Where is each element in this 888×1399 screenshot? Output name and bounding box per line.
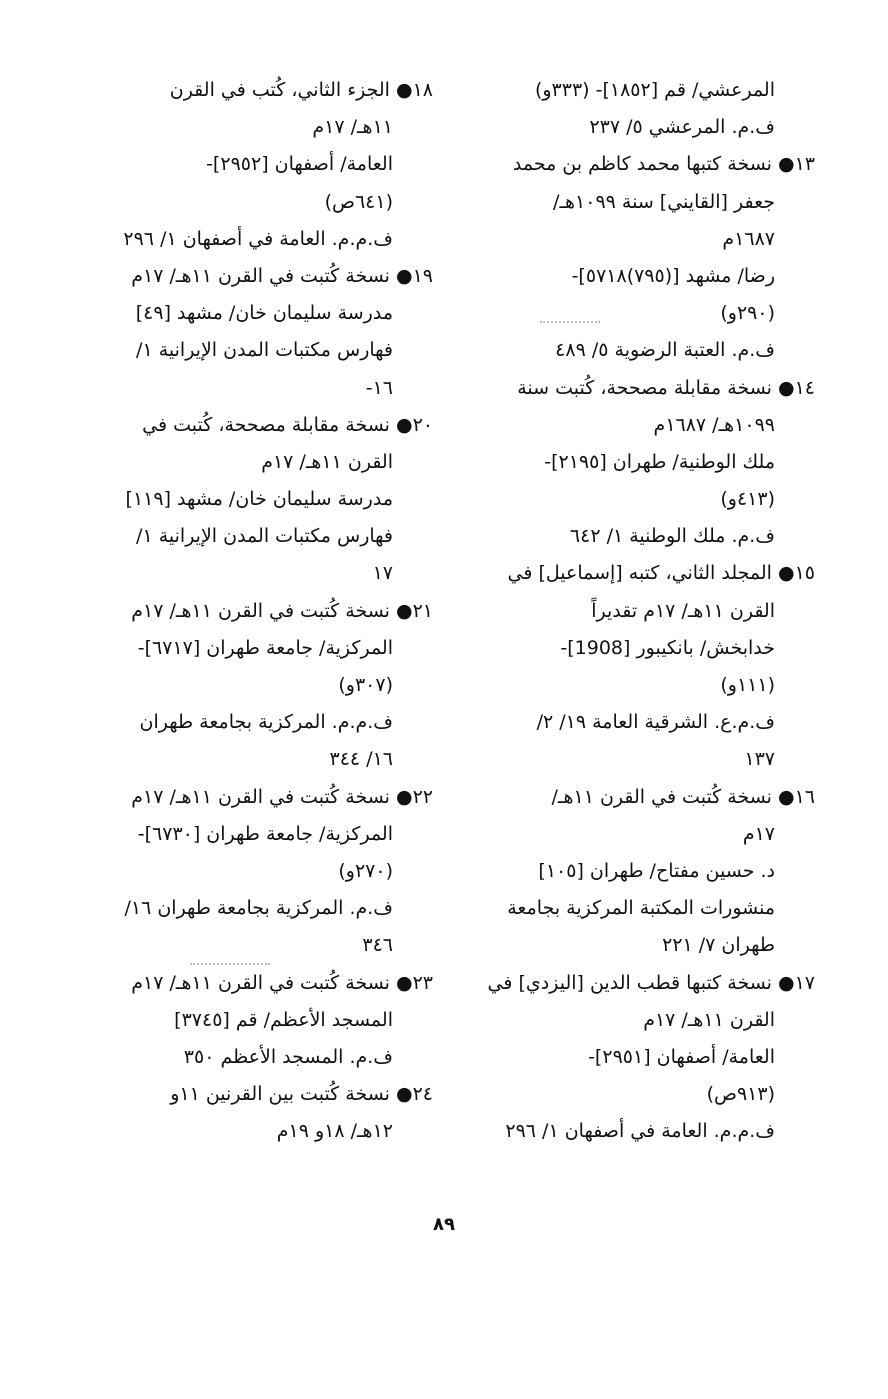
entry-heading-line: ٢٢● نسخة كُتبت في القرن ١١هـ/ ١٧م bbox=[131, 785, 433, 808]
entry-text-line: ١٦- bbox=[365, 376, 393, 399]
entry-text-line: ١٦/ ٣٤٤ bbox=[329, 748, 393, 771]
faint-dotted-mark bbox=[190, 962, 270, 965]
entry-text-line: جعفر [القايني] سنة ١٠٩٩هـ/ bbox=[553, 190, 775, 213]
entry-text-line: ملك الوطنية/ طهران [٢١٩٥]- bbox=[544, 450, 775, 473]
entry-text-line: مدرسة سليمان خان/ مشهد [٤٩] bbox=[135, 302, 393, 325]
entry-text-line: ف.م. المسجد الأعظم ٣٥٠ bbox=[183, 1045, 393, 1068]
entry-text-line: العامة/ أصفهان [٢٩٥٢]- bbox=[206, 153, 393, 176]
entry-text-line: ١٦٨٧م bbox=[722, 227, 775, 250]
entry-text-line: ف.م. المرعشي ٥/ ٢٣٧ bbox=[589, 116, 775, 139]
entry-text-line: المركزية/ جامعة طهران [٦٧١٧]- bbox=[137, 636, 393, 659]
entry-text-line: ٣٤٦ bbox=[362, 934, 393, 957]
entry-text-line: فهارس مكتبات المدن الإيرانية ١/ bbox=[136, 525, 393, 548]
entry-heading-line: ١٦● نسخة كُتبت في القرن ١١هـ/ bbox=[551, 785, 815, 808]
entry-text-line: ف.م.ع. الشرقية العامة ١٩/ ٢/ bbox=[536, 711, 775, 734]
entry-text-line: (٩١٣ص) bbox=[706, 1083, 775, 1106]
entry-text-line: المرعشي/ قم [١٨٥٢]- (٣٣٣و) bbox=[534, 79, 775, 101]
entry-heading-line: ١٨● الجزء الثاني، كُتب في القرن bbox=[169, 79, 433, 101]
left-column bbox=[88, 72, 433, 1150]
entry-text-line: القرن ١١هـ/ ١٧م bbox=[261, 450, 393, 473]
entry-text-line: خدابخش/ بانكيبور [1908]- bbox=[560, 636, 775, 659]
entry-text-line: ١٣٧ bbox=[744, 748, 775, 771]
entry-text-line: (١١١و) bbox=[720, 674, 775, 696]
entry-text-line: ١٧م bbox=[742, 822, 775, 845]
entry-text-line: فهارس مكتبات المدن الإيرانية ١/ bbox=[136, 339, 393, 362]
entry-heading-line: ٢٣● نسخة كُتبت في القرن ١١هـ/ ١٧م bbox=[131, 971, 433, 994]
entry-heading-line: ٢١● نسخة كُتبت في القرن ١١هـ/ ١٧م bbox=[131, 599, 433, 622]
entry-text-line: (٢٩٠و) bbox=[720, 302, 775, 325]
entry-text-line: ف.م.م. العامة في أصفهان ١/ ٢٩٦ bbox=[123, 227, 393, 250]
entry-text-line: ١٠٩٩هـ/ ١٦٨٧م bbox=[653, 413, 775, 436]
entry-text-line: (٦٤١ص) bbox=[324, 190, 393, 213]
page-number: ٨٩ bbox=[433, 1214, 455, 1235]
entry-text-line: ف.م. ملك الوطنية ١/ ٦٤٢ bbox=[569, 525, 775, 548]
right-column bbox=[470, 72, 815, 1150]
entry-text-line: منشورات المكتبة المركزية بجامعة bbox=[507, 897, 775, 920]
entry-text-line: ١٢هـ/ ١٨و ١٩م bbox=[276, 1120, 393, 1143]
entry-text-line: القرن ١١هـ/ ١٧م bbox=[643, 1008, 775, 1031]
entry-text-line: القرن ١١هـ/ ١٧م تقديراً bbox=[591, 599, 775, 622]
entry-text-line: ١٧ bbox=[372, 562, 393, 585]
entry-text-line: ف.م. المركزية بجامعة طهران ١٦/ bbox=[124, 897, 393, 920]
entry-text-line: (٤١٣و) bbox=[720, 488, 775, 511]
entry-text-line: العامة/ أصفهان [٢٩٥١]- bbox=[588, 1045, 775, 1068]
entry-text-line: المسجد الأعظم/ قم [٣٧٤٥] bbox=[174, 1008, 393, 1031]
entry-heading-line: ١٥● المجلد الثاني، كتبه [إسماعيل] في bbox=[507, 562, 815, 585]
entry-heading-line: ١٩● نسخة كُتبت في القرن ١١هـ/ ١٧م bbox=[131, 264, 433, 287]
entry-text-line: ف.م.م. المركزية بجامعة طهران bbox=[139, 711, 393, 734]
entry-heading-line: ٢٠● نسخة مقابلة مصححة، كُتبت في bbox=[142, 413, 433, 436]
entry-text-line: (٣٠٧و) bbox=[338, 674, 393, 696]
entry-text-line: مدرسة سليمان خان/ مشهد [١١٩] bbox=[125, 488, 393, 511]
entry-text-line: ف.م.م. العامة في أصفهان ١/ ٢٩٦ bbox=[505, 1120, 775, 1143]
entry-text-line: طهران ٧/ ٢٢١ bbox=[662, 934, 775, 957]
entry-text-line: المركزية/ جامعة طهران [٦٧٣٠]- bbox=[137, 822, 393, 845]
entry-heading-line: ١٤● نسخة مقابلة مصححة، كُتبت سنة bbox=[517, 376, 815, 399]
entry-heading-line: ١٣● نسخة كتبها محمد كاظم بن محمد bbox=[512, 153, 815, 176]
entry-text-line: رضا/ مشهد [(٧٩٥)٥٧١٨]- bbox=[571, 264, 775, 287]
entry-heading-line: ١٧● نسخة كتبها قطب الدين [اليزدي] في bbox=[487, 971, 815, 994]
entry-text-line: د. حسين مفتاح/ طهران [١٠٥] bbox=[538, 859, 775, 882]
entry-text-line: ف.م. العتبة الرضوية ٥/ ٤٨٩ bbox=[555, 339, 775, 362]
entry-text-line: ١١هـ/ ١٧م bbox=[312, 116, 393, 139]
faint-dotted-mark bbox=[540, 320, 600, 323]
entry-heading-line: ٢٤● نسخة كُتبت بين القرنين ١١و bbox=[170, 1083, 433, 1106]
entry-text-line: (٢٧٠و) bbox=[338, 859, 393, 882]
